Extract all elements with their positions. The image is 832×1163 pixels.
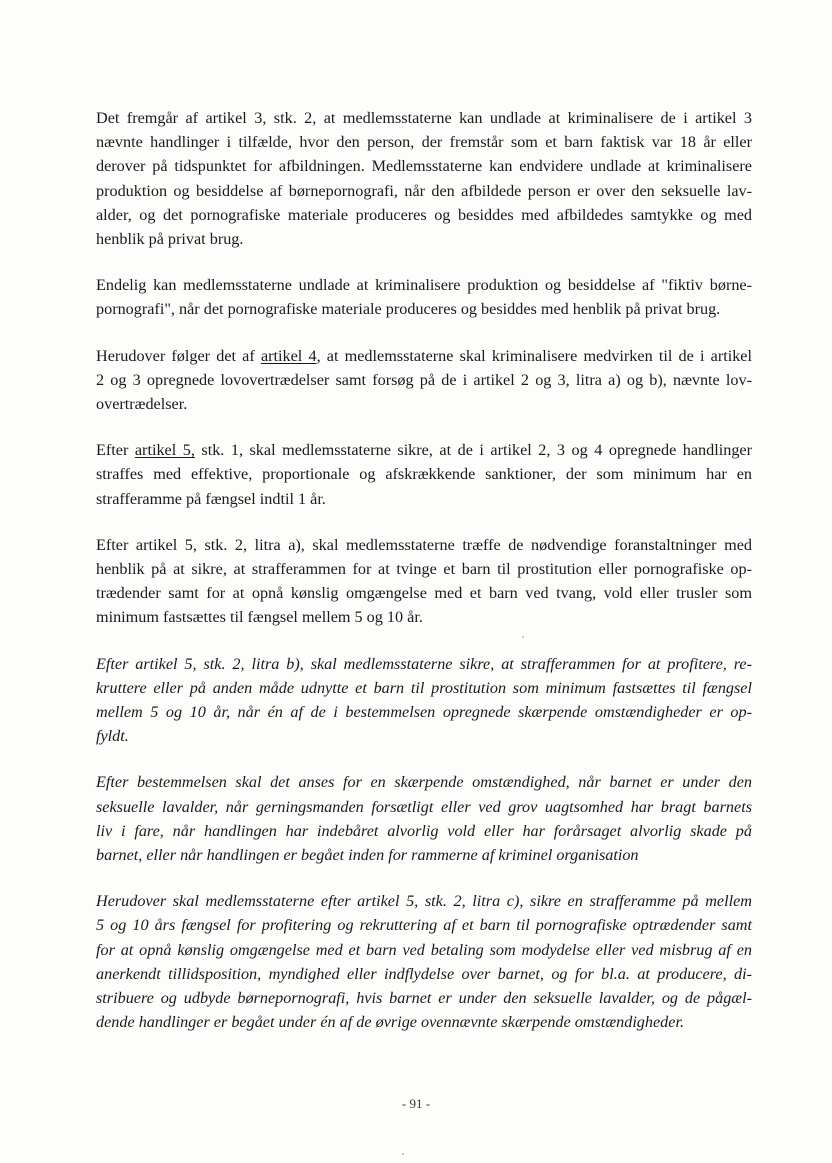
text-segment: Efter — [96, 441, 135, 460]
text-line: pornografi", når det pornografiske materiale produceres og besiddes med henblik på privat brug. — [96, 300, 721, 319]
text-line: kruttere eller på anden måde udnytte et barn til prostitution som minimum fastsættes til fængsel — [96, 678, 752, 697]
paragraph-8 — [96, 889, 752, 1034]
text-line: Det fremgår af artikel 3, stk. 2, at medlemsstaterne kan undlade at kriminalisere de i artikel 3 — [96, 109, 752, 127]
text-line: stribuere og udbyde børnepornografi, hvis barnet er under den seksuelle lavalder, og de pågæl- — [96, 989, 752, 1008]
text-line: produktion og besiddelse af børnepornografi, når den afbildede person er over den seksuelle lav- — [96, 181, 752, 200]
text-line: liv i fare, når handlingen har indebåret alvorlig vold eller har forårsaget alvorlig skade på — [96, 821, 752, 840]
text-line: nævnte handlinger i tilfælde, hvor den person, der fremstår som et barn faktisk var 18 år eller — [96, 133, 752, 152]
text-line: barnet, eller når handlingen er begået inden for rammerne af kriminel organisation — [96, 846, 639, 865]
text-line: anerkendt tillidsposition, myndighed eller indflydelse over barnet, og for bl.a. at producere, di- — [96, 964, 752, 983]
text-segment: , at medlemsstaterne skal kriminalisere medvirken til de i artikel — [316, 346, 752, 365]
text-line: Efter artikel 5, stk. 2, litra b), skal medlemsstaterne sikre, at strafferammen for at profitere, re- — [96, 654, 752, 673]
text-line: strafferamme på fængsel indtil 1 år. — [96, 489, 326, 508]
paragraph-3 — [96, 344, 752, 417]
scan-speck — [522, 636, 524, 638]
text-line — [96, 344, 752, 368]
scan-speck — [402, 1153, 404, 1155]
text-line: fyldt. — [96, 727, 129, 746]
text-line: derover på tidspunktet for afbildningen. Medlemsstaterne kan endvidere undlade at kriminalisere — [96, 157, 752, 176]
article-5-reference: artikel 5, — [134, 441, 195, 460]
text-line: 5 og 10 års fængsel for profitering og rekruttering af et barn til pornografiske optrædender samt — [96, 916, 752, 935]
page-number: - 91 - — [401, 1096, 431, 1111]
text-line: alder, og det pornografiske materiale produceres og besiddes med afbildedes samtykke og med — [96, 205, 752, 224]
text-line: overtrædelser. — [96, 395, 188, 414]
text-line — [96, 438, 752, 462]
article-4-reference: artikel 4 — [260, 346, 317, 365]
paragraph-5 — [96, 533, 752, 630]
text-line: straffes med effektive, proportionale og afskrækkende sanktioner, der som minimum har en — [96, 465, 752, 484]
text-line: seksuelle lavalder, når gerningsmanden forsætligt eller ved grov uagtsomhed har bragt barnets — [96, 797, 752, 816]
text-line: dende handlinger er begået under én af de øvrige ovennævnte skærpende omstændigheder. — [96, 1013, 685, 1032]
text-segment: Herudover følger det af — [96, 346, 261, 365]
document-body — [96, 106, 752, 1057]
text-line: Efter bestemmelsen skal det anses for en skærpende omstændighed, når barnet er under den — [96, 773, 752, 792]
text-line: henblik på at sikre, at strafferammen for at tvinge et barn til prostitution eller pornografiske op- — [96, 560, 752, 579]
text-line: minimum fastsættes til fængsel mellem 5 og 10 år. — [96, 608, 423, 627]
paragraph-7 — [96, 770, 752, 867]
text-line: Herudover skal medlemsstaterne efter artikel 5, stk. 2, litra c), sikre en strafferamme på mellem — [96, 892, 752, 911]
paragraph-1 — [96, 106, 752, 251]
text-line: henblik på privat brug. — [96, 230, 244, 249]
text-line: for at opnå kønslig omgængelse med et barn ved betaling som modydelse eller ved misbrug af en — [96, 940, 752, 959]
paragraph-4 — [96, 438, 752, 511]
text-line: Endelig kan medlemsstaterne undlade at kriminalisere produktion og besiddelse af "fiktiv børne- — [96, 276, 752, 295]
text-line: mellem 5 og 10 år, når én af de i bestemmelsen opregnede skærpende omstændigheder er op- — [96, 703, 752, 722]
paragraph-6 — [96, 652, 752, 749]
text-line: trædender samt for at opnå kønslig omgængelse med et barn ved tvang, vold eller trusler som — [96, 584, 752, 603]
text-line: 2 og 3 opregnede lovovertrædelser samt forsøg på de i artikel 2 og 3, litra a) og b), nævnte lov- — [96, 370, 752, 389]
text-line: Efter artikel 5, stk. 2, litra a), skal medlemsstaterne træffe de nødvendige foranstaltninger med — [96, 535, 752, 554]
text-segment: stk. 1, skal medlemsstaterne sikre, at de i artikel 2, 3 og 4 opregnede handlinger — [194, 441, 752, 460]
paragraph-2 — [96, 273, 752, 321]
